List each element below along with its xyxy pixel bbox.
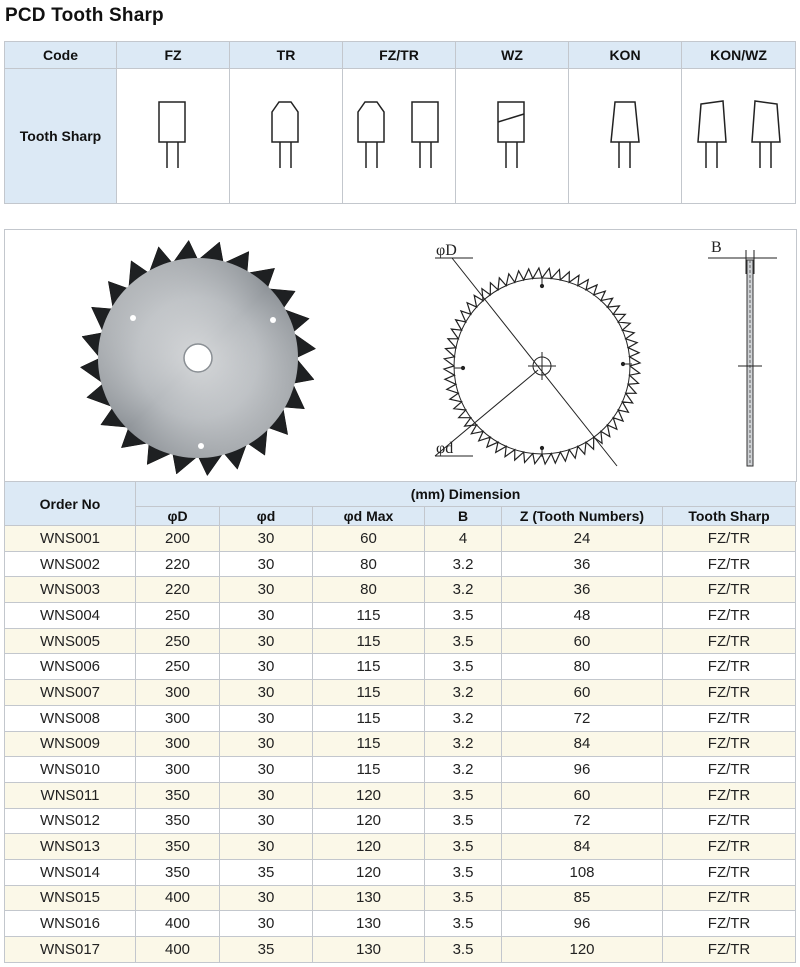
table-cell: 60	[502, 782, 663, 808]
table-cell: 85	[502, 885, 663, 911]
order-no-cell: WNS008	[5, 705, 136, 731]
kon-wz-cell	[682, 69, 796, 204]
table-cell: 300	[136, 757, 220, 783]
table-cell: FZ/TR	[663, 603, 796, 629]
table-row	[5, 577, 796, 603]
column-header: φD	[136, 507, 220, 526]
fz-cell	[117, 69, 230, 204]
table-cell: FZ/TR	[663, 885, 796, 911]
order-no-cell: WNS015	[5, 885, 136, 911]
table-cell: 115	[313, 757, 425, 783]
table-cell: 300	[136, 731, 220, 757]
table-cell: 96	[502, 911, 663, 937]
table-row	[5, 705, 796, 731]
table-cell: 108	[502, 859, 663, 885]
table-cell: 30	[220, 731, 313, 757]
table-cell: 3.2	[425, 731, 502, 757]
table-cell: 30	[220, 834, 313, 860]
table-cell: 3.5	[425, 808, 502, 834]
table-cell: 300	[136, 680, 220, 706]
table-cell: 250	[136, 654, 220, 680]
table-cell: FZ/TR	[663, 911, 796, 937]
code-fz-tr: FZ/TR	[343, 42, 456, 69]
table-cell: 60	[502, 628, 663, 654]
tooth-sharp-table	[4, 41, 796, 204]
saw-blade-diagrams	[5, 230, 796, 482]
table-cell: 3.5	[425, 782, 502, 808]
table-cell: 30	[220, 705, 313, 731]
table-cell: 3.2	[425, 551, 502, 577]
kon-wz-right-tooth-icon	[749, 100, 783, 172]
column-header: Tooth Sharp	[663, 507, 796, 526]
table-cell: 30	[220, 526, 313, 552]
table-cell: 30	[220, 577, 313, 603]
table-cell: FZ/TR	[663, 551, 796, 577]
saw-blade-diagram-panel	[4, 229, 797, 482]
table-cell: 3.5	[425, 603, 502, 629]
table-cell: FZ/TR	[663, 937, 796, 963]
table-cell: 96	[502, 757, 663, 783]
table-cell: 84	[502, 834, 663, 860]
code-header: Code	[5, 42, 117, 69]
table-cell: FZ/TR	[663, 628, 796, 654]
column-header: Z (Tooth Numbers)	[502, 507, 663, 526]
order-no-cell: WNS002	[5, 551, 136, 577]
table-cell: 115	[313, 731, 425, 757]
table-cell: 30	[220, 885, 313, 911]
table-cell: FZ/TR	[663, 782, 796, 808]
table-cell: 30	[220, 680, 313, 706]
table-row	[5, 731, 796, 757]
table-cell: 120	[502, 937, 663, 963]
table-row	[5, 885, 796, 911]
phi-D-label: φD	[436, 242, 457, 259]
table-cell: 30	[220, 654, 313, 680]
order-no-header: Order No	[5, 482, 136, 526]
table-cell: 130	[313, 937, 425, 963]
table-cell: 30	[220, 603, 313, 629]
table-cell: 3.5	[425, 885, 502, 911]
table-cell: 220	[136, 577, 220, 603]
saw-blade-side-view-drawing	[708, 250, 777, 466]
tr-cell	[230, 69, 343, 204]
table-cell: 115	[313, 628, 425, 654]
table-cell: 350	[136, 834, 220, 860]
fz-tooth-icon	[409, 100, 443, 172]
page-title: PCD Tooth Sharp	[5, 5, 164, 26]
order-no-cell: WNS005	[5, 628, 136, 654]
table-cell: 3.5	[425, 834, 502, 860]
column-header: B	[425, 507, 502, 526]
table-cell: 115	[313, 680, 425, 706]
table-cell: 130	[313, 885, 425, 911]
table-cell: 120	[313, 782, 425, 808]
phi-d-label: φd	[436, 440, 454, 457]
table-cell: 115	[313, 654, 425, 680]
table-cell: 3.2	[425, 577, 502, 603]
order-no-cell: WNS016	[5, 911, 136, 937]
table-cell: FZ/TR	[663, 654, 796, 680]
table-cell: 30	[220, 808, 313, 834]
table-cell: 80	[313, 551, 425, 577]
table-cell: 3.2	[425, 757, 502, 783]
table-cell: 36	[502, 551, 663, 577]
order-no-cell: WNS001	[5, 526, 136, 552]
order-no-cell: WNS003	[5, 577, 136, 603]
table-row	[5, 628, 796, 654]
table-cell: 80	[502, 654, 663, 680]
table-cell: 84	[502, 731, 663, 757]
table-cell: 250	[136, 628, 220, 654]
table-cell: FZ/TR	[663, 577, 796, 603]
table-cell: 220	[136, 551, 220, 577]
table-cell: 35	[220, 859, 313, 885]
table-cell: 3.5	[425, 628, 502, 654]
table-row	[5, 911, 796, 937]
table-row	[5, 937, 796, 963]
kon-tooth-icon	[608, 100, 642, 172]
table-cell: 36	[502, 577, 663, 603]
order-no-cell: WNS017	[5, 937, 136, 963]
table-row	[5, 834, 796, 860]
saw-blade-photo	[80, 240, 315, 475]
code-kon-wz: KON/WZ	[682, 42, 796, 69]
code-fz: FZ	[117, 42, 230, 69]
table-cell: 30	[220, 551, 313, 577]
table-cell: 350	[136, 808, 220, 834]
code-tr: TR	[230, 42, 343, 69]
table-cell: 400	[136, 885, 220, 911]
column-header: φd Max	[313, 507, 425, 526]
table-cell: 72	[502, 705, 663, 731]
order-no-cell: WNS011	[5, 782, 136, 808]
table-cell: 115	[313, 603, 425, 629]
table-row	[5, 680, 796, 706]
table-cell: FZ/TR	[663, 859, 796, 885]
table-cell: 300	[136, 705, 220, 731]
table-cell: 60	[313, 526, 425, 552]
table-cell: 3.5	[425, 654, 502, 680]
table-cell: 3.5	[425, 937, 502, 963]
table-cell: 250	[136, 603, 220, 629]
table-row	[5, 526, 796, 552]
table-row	[5, 782, 796, 808]
table-cell: 24	[502, 526, 663, 552]
product-dimension-table	[4, 481, 796, 963]
table-row	[5, 757, 796, 783]
table-cell: 130	[313, 911, 425, 937]
saw-blade-front-view-drawing	[435, 258, 640, 466]
table-cell: 120	[313, 808, 425, 834]
order-no-cell: WNS012	[5, 808, 136, 834]
table-cell: 3.5	[425, 859, 502, 885]
table-cell: 72	[502, 808, 663, 834]
table-cell: 4	[425, 526, 502, 552]
fz-tooth-icon	[156, 100, 190, 172]
table-row	[5, 859, 796, 885]
table-cell: FZ/TR	[663, 705, 796, 731]
table-cell: 115	[313, 705, 425, 731]
table-row	[5, 603, 796, 629]
table-row	[5, 654, 796, 680]
table-row	[5, 551, 796, 577]
code-kon: KON	[569, 42, 682, 69]
table-cell: 48	[502, 603, 663, 629]
table-cell: 30	[220, 757, 313, 783]
table-cell: 400	[136, 937, 220, 963]
order-no-cell: WNS007	[5, 680, 136, 706]
tr-tooth-icon	[355, 100, 389, 172]
table-cell: 3.2	[425, 705, 502, 731]
order-no-cell: WNS013	[5, 834, 136, 860]
table-cell: FZ/TR	[663, 526, 796, 552]
tr-tooth-icon	[269, 100, 303, 172]
table-cell: 350	[136, 782, 220, 808]
dimension-header: (mm) Dimension	[136, 482, 796, 507]
table-cell: FZ/TR	[663, 757, 796, 783]
table-cell: 30	[220, 782, 313, 808]
table-row	[5, 808, 796, 834]
table-cell: 350	[136, 859, 220, 885]
order-no-cell: WNS010	[5, 757, 136, 783]
order-no-cell: WNS014	[5, 859, 136, 885]
code-wz: WZ	[456, 42, 569, 69]
table-cell: FZ/TR	[663, 808, 796, 834]
table-cell: 400	[136, 911, 220, 937]
table-cell: 3.2	[425, 680, 502, 706]
column-header: φd	[220, 507, 313, 526]
table-cell: 30	[220, 911, 313, 937]
kon-cell	[569, 69, 682, 204]
table-cell: FZ/TR	[663, 731, 796, 757]
order-no-cell: WNS006	[5, 654, 136, 680]
order-no-cell: WNS009	[5, 731, 136, 757]
table-cell: 60	[502, 680, 663, 706]
wz-cell	[456, 69, 569, 204]
table-cell: FZ/TR	[663, 834, 796, 860]
fz-tr-cell	[343, 69, 456, 204]
table-cell: 35	[220, 937, 313, 963]
b-label: B	[711, 239, 722, 256]
table-cell: 120	[313, 859, 425, 885]
order-no-cell: WNS004	[5, 603, 136, 629]
table-cell: 3.5	[425, 911, 502, 937]
table-cell: 30	[220, 628, 313, 654]
table-cell: 80	[313, 577, 425, 603]
wz-tooth-icon	[495, 100, 529, 172]
table-cell: FZ/TR	[663, 680, 796, 706]
table-cell: 200	[136, 526, 220, 552]
kon-wz-left-tooth-icon	[695, 100, 729, 172]
table-cell: 120	[313, 834, 425, 860]
tooth-sharp-label: Tooth Sharp	[5, 69, 117, 204]
